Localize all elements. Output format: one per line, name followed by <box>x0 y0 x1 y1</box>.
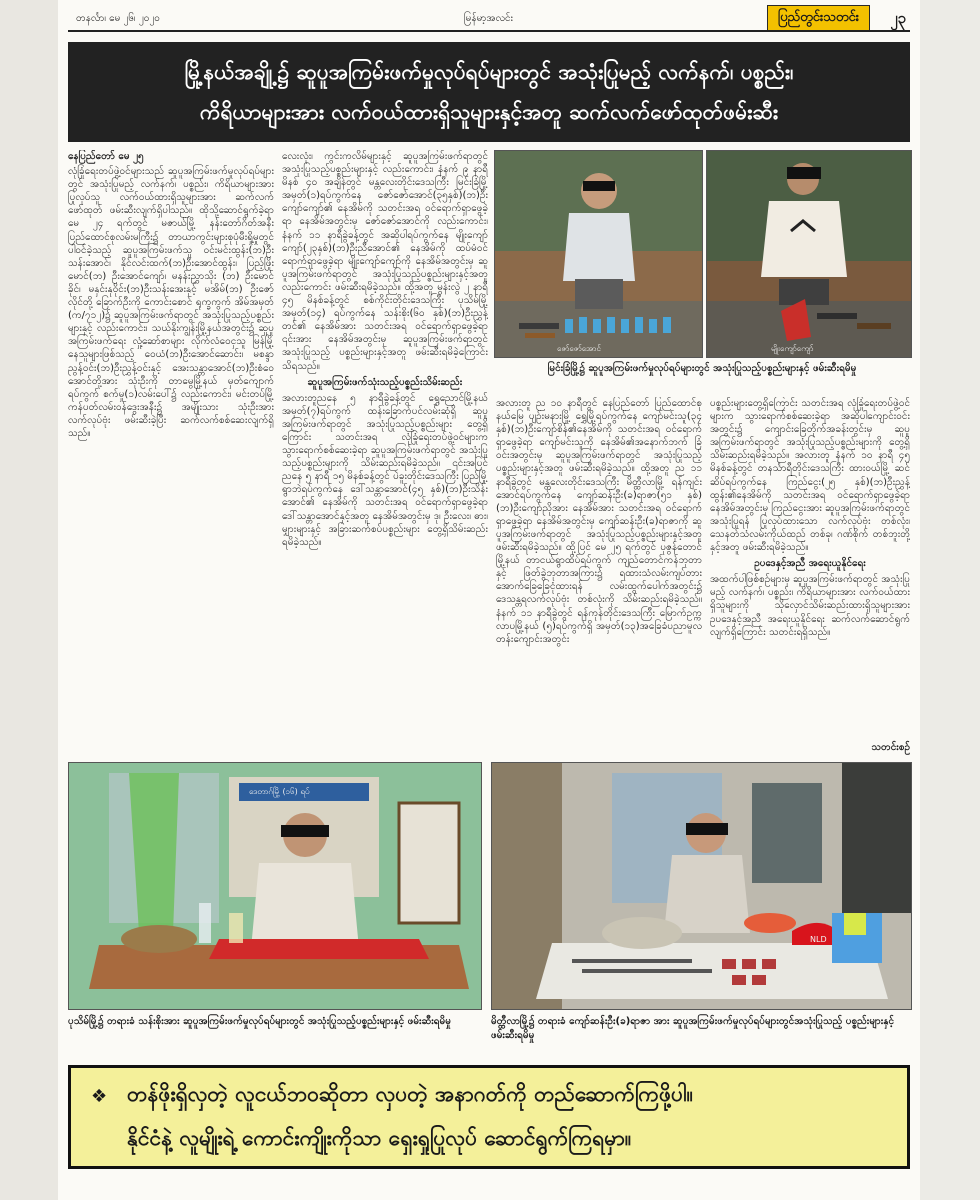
photo-meiktila-image <box>492 763 911 1009</box>
photo-suspect-1-image <box>495 151 702 357</box>
column-3-text: အလားတူ ည ၁၀ နာရီတွင် နေပြည်တော် ပြည်ထောင်စုနယ်မြေ ပျဉ်းမနားမြို့ ရွှေမြို့ရပ်ကွက်နေ ကျော်မင်းသူ(၃၄ နှစ်)(ဘ)ဦးကျော်စိန်၏နေအိမ်ကို သတင်းအရ ဝင်ရောက်ရှာဖွေခဲ့ရာ ကျော်မင်းသူကို နေအိမ်၏အနောက်ဘက် ခြံဝင်းအတွင်းမှ ဆူပူအကြမ်းဖက်ရာတွင် အသုံးပြုသည့်ပစ္စည်းများနှင့်အတူ ဖမ်းဆီးရမိခဲ့သည်။ ထို့အတူ ည ၁၁ နာရီခွဲတွင် မန္တလေးတိုင်းဒေသကြီး မိတ္ထီလာမြို့ ရန်ကျင်းအောင်ရပ်ကွက်နေ ကျော်ဆန်းဦး(ခ)ရာဇာ(၅၁ နှစ်)(ဘ)ဦးကျော်ညိုအား နေအိမ်အား သတင်းအရ ဝင်ရောက်ရှာဖွေခဲ့ရာ နေအိမ်အတွင်းမှ ကျော်ဆန်းဦး(ခ)ရာဇာကို ဆူပူအကြမ်းဖက်ရာတွင် အသုံးပြုသည့်ပစ္စည်းများနှင့်အတူ ဖမ်းဆီးရမိခဲ့သည်။ ထို့ပြင် မေ ၂၅ ရက်တွင် ပုဇွန်တောင်မြို့နယ် တာငယ်ရွာထိပ်ရပ်ကွက် ကျည်တောင်ကန်ဘုတာနှင့် ဖြတ်ခွဲဘုတာအကြား၌ ရထားသံလမ်းကျပ်တားအောက်ခြေခြေငုံထားရန် လမ်းထွက်ပေါက်အတွင်း၌ ဒေသန္တရလက်လုပ်ဗုံး တစ်လုံးကို သိမ်းဆည်းရမိခဲ့သည်။ နံနက် ၁၁ နာရီခွဲတွင် ရန်ကုန်တိုင်းဒေသကြီး မြောက်ဥက္ကလာပမြို့နယ် (၅)ရပ်ကွက်ရှိ အမှတ်(၁၃)အခြေခံပညာမူလတန်းကျောင်းအတွင်း <box>496 398 702 645</box>
photo-pathein-image <box>69 763 481 1009</box>
photo-suspect-1 <box>494 150 703 358</box>
top-photo-caption: မြင်းခြံမြို့၌ ဆူပူအကြမ်းဖက်မှုလုပ်ရပ်များတွင် အသုံးပြုသည့်ပစ္စည်းများနှင့် ဖမ်းဆီးရမိမှု <box>547 363 857 374</box>
byline: သတင်းစဉ် <box>871 742 910 753</box>
column-2b-text: အလားတူညနေ ၅ နာရီခွဲခန့်တွင် ရွှေညောင်မြို့နယ် အမှတ်(၇)ရပ်ကွက် ထန်းခြောက်ပင်လမ်းဆုံရှိ ဆူပူအကြမ်းဖက်ရာတွင် အသုံးပြုသည့်ပစ္စည်းများ တွေ့ရှိကြောင်း သတင်းအရ လုံခြုံရေးတပ်ဖွဲ့ဝင်များက သွားရောက်စစ်ဆေးခဲ့ရာ ဆူပူအကြမ်းဖက်ရာတွင် အသုံးပြုသည့်ပစ္စည်းများကို သိမ်းဆည်းရမိခဲ့သည်။ ၎င်းအပြင် ညနေ ၅ နာရီ ၁၅ မိနစ်ခန့်တွင် ပဲခူးတိုင်းဒေသကြီး ပြည်မြို့ ရွာဘဲရပ်ကွက်နေ ဒေါ်သန္တာအောင်(၄၅ နှစ်)(ဘ)ဦးသိန်းအောင်၏ နေအိမ်ကို သတင်းအရ ဝင်ရောက်ရှာဖွေခဲ့ရာ ဒေါ်သန္တာအောင်နှင့်အတူ နေအိမ်အတွင်းမှ ဒု၊ ဦးလေး၊ ဓား၊ မျှားများနှင့် အခြားဆက်စပ်ပစ္စည်းများ တွေ့ရှိသိမ်းဆည်းရမိခဲ့သည်။ <box>282 392 488 548</box>
column-2-text: လေးလုံး၊ ကွင်းကလိမ်များနှင့် ဆူပူအကြမ်းဖက်ရာတွင် အသုံးပြုသည့်ပစ္စည်းများနှင့် လည်းကောင်း၊ နံနက် ၉ နာရီ မိနစ် ၄၀ အချိန်တွင် မန္တလေးတိုင်းဒေသကြီး မြင်းခြံမြို့ အမှတ်(၁)ရပ်ကွက်နေ ဇော်ဇော်အောင်(၃၅နှစ်)(ဘ)ဦးကျော်ကျော်၏ နေအိမ်ကို သတင်းအရ ဝင်ရောက်ရှာဖွေခဲ့ရာ နေအိမ်အတွင်းမှ ဇော်ဇော်အောင်ကို လည်းကောင်း၊ နံနက် ၁၁ နာရီခွဲခန့်တွင် အဆိုပါရပ်ကွက်နေ မျိုးကျော်ကျော်(၂၃နှစ်)(ဘ)ဦးညီအောင်၏ နေအိမ်ကို ထပ်မံဝင်ရောက်ရှာဖွေခဲ့ရာ မျိုးကျော်ကျော်ကို နေအိမ်အတွင်းမှ ဆူပူအကြမ်းဖက်ရာတွင် အသုံးပြုသည့်ပစ္စည်းများနှင့်အတူ လည်းကောင်း ဖမ်းဆီးရမိခဲ့သည်။ ထို့အတူ မွန်းလွဲ ၂ နာရီ ၄၅ မိနစ်ခန့်တွင် စစ်ကိုင်းတိုင်းဒေသကြီး ပုသိမ်မြို့ အမှတ်(၁၄) ရပ်ကွက်နေ သန်းစိုး(၆၀ နှစ်)(ဘ)ဦးညွှန့်တင်၏ နေအိမ်အား သတင်းအရ ဝင်ရောက်ရှာဖွေခဲ့ရာ ၎င်းအား နေအိမ်အတွင်းမှ ဆူပူအကြမ်းဖက်ရာတွင် အသုံးပြုသည့် ပစ္စည်းများနှင့်အတူ ဖမ်းဆီးရမိခဲ့ကြောင်း သိရသည်။ <box>282 151 488 372</box>
bottom-left-caption: ပုသိမ်မြို့၌ တရားခံ သန်းစိုးအား ဆူပူအကြမ်းဖက်မှုလုပ်ရပ်များတွင် အသုံးပြုသည့်ပစ္စည်းများနှင့် ဖမ်းဆီးရမိမှု <box>68 1016 451 1027</box>
article-column-2 <box>282 150 488 756</box>
slogan-bullet-icon: ❖ <box>91 1086 108 1107</box>
photo-board-label: ဒေတာဂ်မြို့ (၁၆) ရပ် <box>249 787 310 796</box>
article-subhead-2: ဥပဒေနှင့်အညီ အရေးယူနိုင်ရေး <box>754 558 866 570</box>
photo-pathein-arrest <box>68 762 482 1010</box>
section-tab: ပြည်တွင်းသတင်း <box>767 5 870 31</box>
photo-suspect-1-label: ဇော်ဇော်အောင် <box>557 344 601 353</box>
column-4b-text: အထက်ပါဖြစ်စဉ်များမှ ဆူပူအကြမ်းဖက်ရာတွင် အသုံးပြုမည့် လက်နက်၊ ပစ္စည်း၊ ကိရိယာများအား လက်ဝယ်ထားရှိသူများကို သိုလှောင်သိမ်းဆည်းထားရှိသူများအား ဥပဒေနှင့်အညီ အရေးယူနိုင်ရေး ဆက်လက်ဆောင်ရွက်လျက်ရှိကြောင်း သတင်းရရှိသည်။ <box>710 574 910 638</box>
headline-box <box>68 42 910 142</box>
article-column-1 <box>68 150 274 756</box>
slogan-box <box>68 1065 910 1169</box>
page-header <box>68 4 910 32</box>
page-number: ၂၃ <box>890 9 906 27</box>
header-rule <box>68 30 910 32</box>
photo-suspect-2-image <box>707 151 911 357</box>
photo-suspect-2-label: မျိုးကျော်ကျော် <box>771 344 814 353</box>
headline <box>68 52 910 132</box>
article-column-3 <box>496 397 702 757</box>
headline-line-1: မြို့နယ်အချို့၌ ဆူပူအကြမ်းဖက်မှုလုပ်ရပ်များတွင် အသုံးပြုမည့် လက်နက်၊ ပစ္စည်း၊ <box>184 60 794 84</box>
column-1-text: လုံခြုံရေးတပ်ဖွဲ့ဝင်များသည် ဆူပူအကြမ်းဖက်မှုလုပ်ရပ်များတွင် အသုံးပြုမည့် လက်နက်၊ ပစ္စည်း၊ ကိရိယာများအား ပြုလုပ်သူ လက်ဝယ်ထားရှိသူများအား ဆက်လက်ဖော်ထုတ် ဖမ်းဆီးလျက်ရှိပါသည်။ ထိုသို့ဆောင်ရွက်ခဲ့ရာ မေ ၂၄ ရက်တွင် မဇာယ်မြို့ နန်းတော်ဂိတ်အနီး ပြည်ထောင်စုလမ်းမကြီး၌ တာယာကွင်းများစုပုံမီးရှို့မှုတွင်ပါဝင်ခဲ့သည့် ဆူပူအကြမ်းဖက်သူ ဝင်းမင်းထွန်း(ဘ)ဦးသန်းအောင်၊ နိုင်လင်းထက်(ဘ)ဦးအောင်ထွန်း၊ ပြည့်ဖြိုးမောင်(ဘ) ဦးအောင်ကျော်၊ မနန်းညွှာသိုး (ဘ) ဦးမောင်ခိုင်၊ မနှင်းနုဝိုင်း(ဘ)ဦးသန်းအေးနှင့် မအိမ်(ဘ) ဦးဇော်လိုင်တို့ ခြောက်ဦးကို ကောင်းစောင် ရုက္ခကွက် အိမ်အမှတ် (က/၇၁၂)၌ ဆူပူအကြမ်းဖက်ရာတွင် အသုံးပြုသည့်ပစ္စည်းများနှင့် လည်းကောင်း၊ သယ်နိုးကျွန်းမြို့နယ်အတွင်း၌ ဆူပူအကြမ်းဖက်ရေး လှုံ့ဆော်စာများ လိုက်လံဝေငှသူ မြန်မြို့နေသူများဖြစ်သည့် ဝေယံ(ဘ)ဦးအောင်ဆောင်း၊ မစန္ဒာညွန့်ဝင်း(ဘ)ဦးညွှန့်ဝင်းနှင့် အေးသန္တာအောင်(ဘ)ဦးစံဝေအောင်တို့အား သုံးဦးကို တာမွေမြို့နယ် မှတ်ကျောက်ရပ်ကွက် စက်မှု(၁)လမ်းပေါ်၌ လည်းကောင်း၊ မင်းတပ်မြို့ ကန်ပတ်လမ်းဝန်ဒွေးအနီး၌ အမျိုးသား သုံးဦးအား လက်လုပ်ဗုံး ဖမ်းဆီးခဲ့ပြီး ဆက်လက်စစ်ဆေးလျက်ရှိသည်။ <box>68 166 274 439</box>
article-subhead: ဆူပူအကြမ်းဖက်သုံးသည့်ပစ္စည်းသိမ်းဆည်း <box>307 376 463 388</box>
page-left-margin <box>0 0 58 1200</box>
page-right-margin <box>920 0 980 1200</box>
dateline: နေပြည်တော် မေ ၂၅ <box>68 151 144 162</box>
nld-cap-label: NLD <box>810 935 827 944</box>
photo-meiktila-arrest <box>491 762 912 1010</box>
photo-suspect-2 <box>706 150 912 358</box>
header-date: တနင်္လာ၊ မေ ၂၆၊ ၂၀၂၀ <box>76 13 160 24</box>
bottom-right-caption: မိတ္ထီလာမြို့၌ တရားခံ ကျော်ဆန်းဦး(ခ)ရာဇာ အား ဆူပူအကြမ်းဖက်မှုလုပ်ရပ်များတွင်အသုံးပြုသည့် ပစ္စည်းများနှင့် ဖမ်းဆီးရမိမှု <box>491 1016 894 1041</box>
column-4-text: ပစ္စည်းများတွေ့ရှိကြောင်း သတင်းအရ လုံခြုံရေးတပ်ဖွဲ့ဝင်များက သွားရောက်စစ်ဆေးခဲ့ရာ အဆိုပါကျောင်းဝင်းအတွင်း၌ ကျောင်းခြေတိုက်အခန်းတွင်းမှ ဆူပူအကြမ်းဖက်ရာတွင် အသုံးပြုသည့်ပစ္စည်းများကို တွေ့ရှိသိမ်းဆည်းရမိခဲ့သည်။ အလားတူ နံနက် ၁၀ နာရီ ၄၅ မိနစ်ခန့်တွင် တနင်္သာရီတိုင်းဒေသကြီး ထားဝယ်မြို့ ဆင်ဆိပ်ရပ်ကွက်နေ ကြည်ငွေး(၂၅ နှစ်)(ဘ)ဦးညွှန့်ထွန်း၏နေအိမ်ကို သတင်းအရ ဝင်ရောက်ရှာဖွေခဲ့ရာ နေအိမ်အတွင်းမှ ကြည်ငွေးအား ဆူပူအကြမ်းဖက်ရာတွင်အသုံးပြုရန် ပြုလုပ်ထားသော လက်လုပ်ဗုံး တစ်လုံး၊ သေနတ်သံလမ်းကိုယ်ထည် တစ်ခု၊ ဂဏ်စိုက် တစ်ဘူးတို့နှင့်အတူ ဖမ်းဆီးရမိခဲ့သည်။ <box>710 398 910 554</box>
header-paper-name: မြန်မာ့အလင်း <box>464 13 514 24</box>
article-column-4 <box>710 397 910 757</box>
newspaper-page <box>58 0 920 1200</box>
headline-line-2: ကိရိယာများအား လက်ဝယ်ထားရှိသူများနှင့်အတူ ဆက်လက်ဖော်ထုတ်ဖမ်းဆီး <box>199 100 779 124</box>
slogan-line-1: တန်ဖိုးရှိလှတဲ့ လူငယ်ဘဝဆိုတာ လှပတဲ့ အနာဂတ်ကို တည်ဆောက်ကြဖို့ပါ။ <box>127 1082 693 1106</box>
slogan-line-2: နိုင်ငံနဲ့ လူမျိုးရဲ့ ကောင်းကျိုးကိုသာ ရှေးရှုပြုလုပ် ဆောင်ရွက်ကြရမှာ။ <box>127 1126 632 1150</box>
